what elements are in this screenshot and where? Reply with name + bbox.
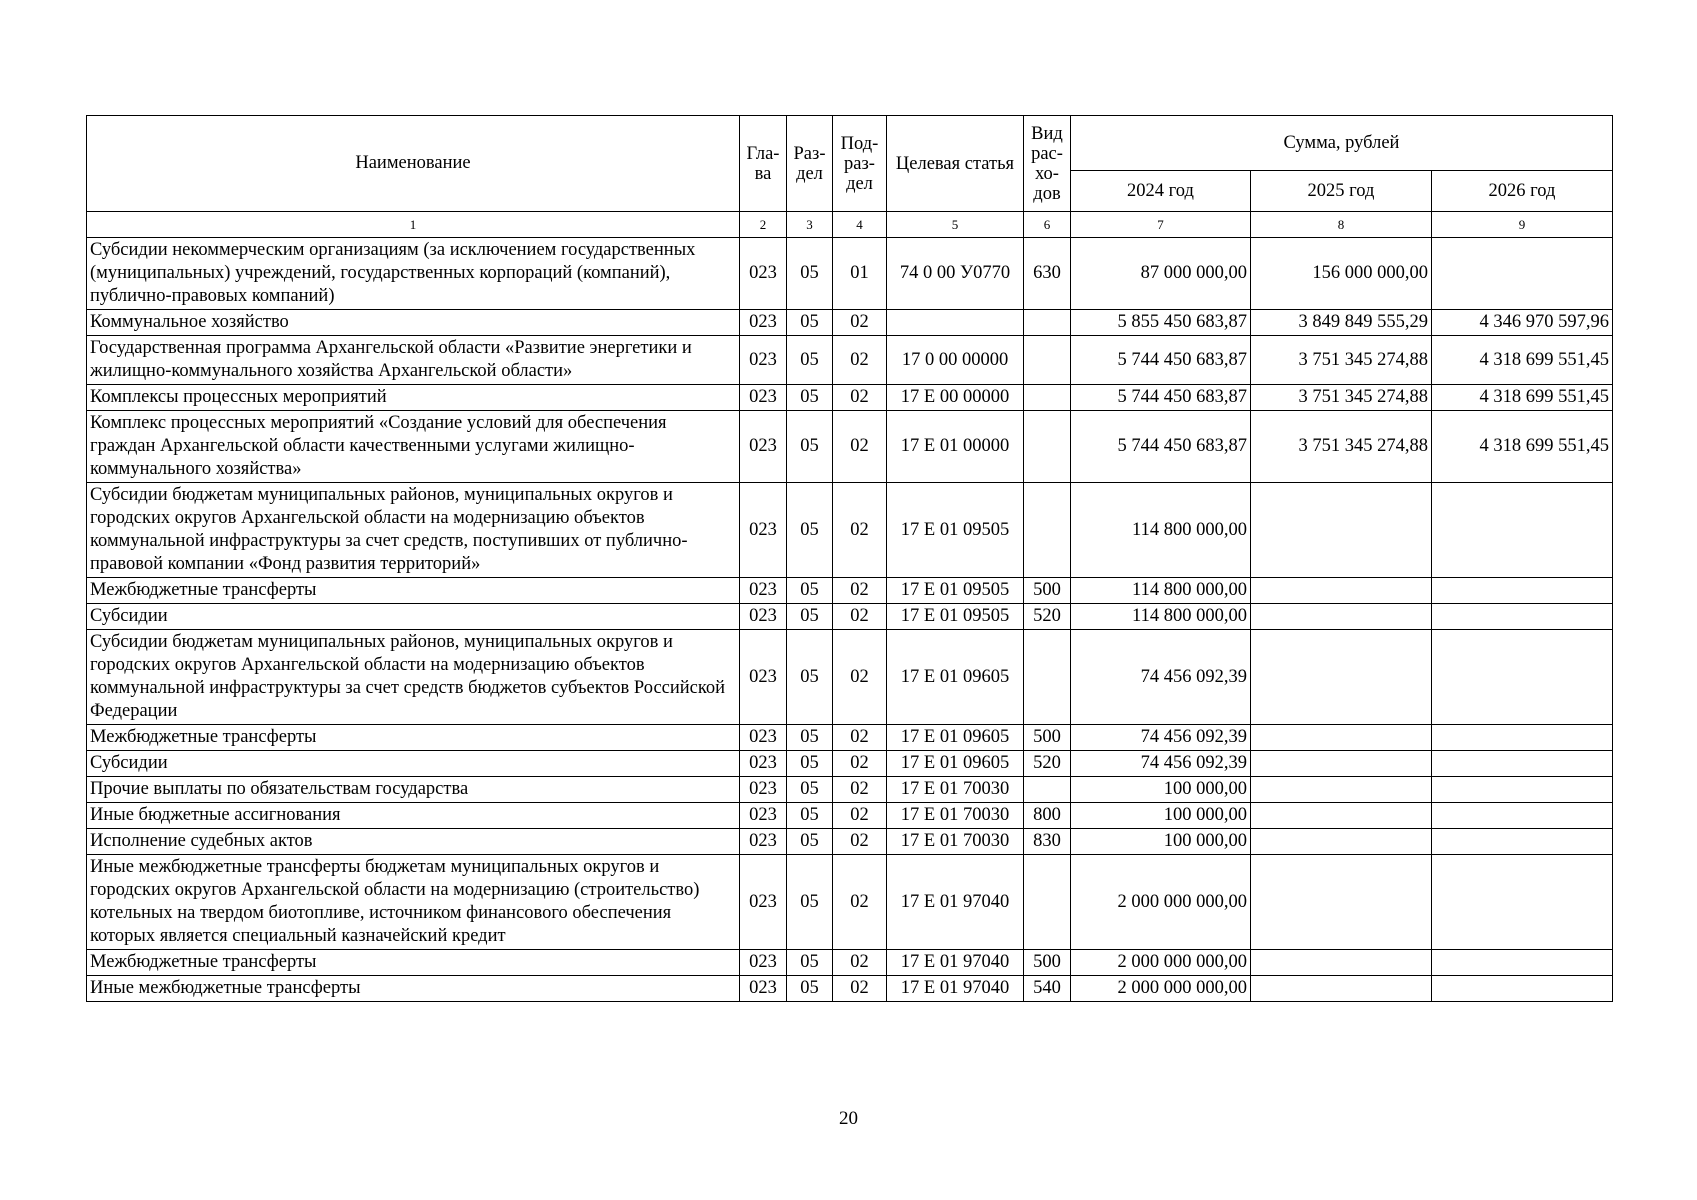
- table-row: [87, 855, 1613, 950]
- row-podrazdel: 02: [833, 777, 887, 803]
- row-razdel: 05: [787, 411, 833, 483]
- table-row: [87, 310, 1613, 336]
- column-number: 3: [787, 212, 833, 238]
- row-glava: 023: [740, 630, 787, 725]
- row-name: Исполнение судебных актов: [87, 829, 740, 855]
- row-razdel: 05: [787, 604, 833, 630]
- column-number: 9: [1432, 212, 1613, 238]
- row-podrazdel: 02: [833, 483, 887, 578]
- row-razdel: 05: [787, 385, 833, 411]
- table-row: [87, 630, 1613, 725]
- header-vid-rashodov: Вид рас-хо-дов: [1024, 116, 1071, 212]
- row-celevaya-statya: 17 0 00 00000: [887, 336, 1024, 385]
- table-row: [87, 803, 1613, 829]
- row-vid-rashodov: 500: [1024, 578, 1071, 604]
- table-row: [87, 751, 1613, 777]
- row-vid-rashodov: 830: [1024, 829, 1071, 855]
- row-podrazdel: 02: [833, 385, 887, 411]
- row-sum-2026: 4 346 970 597,96: [1432, 310, 1613, 336]
- header-podrazdel: Под-раз-дел: [833, 116, 887, 212]
- row-podrazdel: 02: [833, 578, 887, 604]
- row-glava: 023: [740, 777, 787, 803]
- row-sum-2024: 2 000 000 000,00: [1071, 976, 1251, 1002]
- row-sum-2026: [1432, 777, 1613, 803]
- row-name: Субсидии: [87, 751, 740, 777]
- header-celevaya-statya: Целевая статья: [887, 116, 1024, 212]
- row-razdel: 05: [787, 777, 833, 803]
- row-celevaya-statya: 17 Е 01 97040: [887, 950, 1024, 976]
- row-sum-2024: 74 456 092,39: [1071, 630, 1251, 725]
- row-name: Межбюджетные трансферты: [87, 725, 740, 751]
- row-sum-2026: [1432, 725, 1613, 751]
- header-year-2024: 2024 год: [1071, 171, 1251, 212]
- row-sum-2025: [1251, 630, 1432, 725]
- row-celevaya-statya: 17 Е 01 00000: [887, 411, 1024, 483]
- row-razdel: 05: [787, 725, 833, 751]
- row-glava: 023: [740, 803, 787, 829]
- row-razdel: 05: [787, 976, 833, 1002]
- row-sum-2024: 2 000 000 000,00: [1071, 950, 1251, 976]
- row-sum-2025: [1251, 483, 1432, 578]
- column-number: 5: [887, 212, 1024, 238]
- table-row: [87, 483, 1613, 578]
- row-vid-rashodov: 540: [1024, 976, 1071, 1002]
- row-celevaya-statya: 17 Е 01 09605: [887, 751, 1024, 777]
- row-sum-2025: 156 000 000,00: [1251, 238, 1432, 310]
- row-sum-2025: [1251, 725, 1432, 751]
- row-podrazdel: 02: [833, 751, 887, 777]
- row-razdel: 05: [787, 336, 833, 385]
- table-body: [87, 238, 1613, 1002]
- row-sum-2025: [1251, 604, 1432, 630]
- row-sum-2025: 3 751 345 274,88: [1251, 411, 1432, 483]
- row-sum-2024: 5 744 450 683,87: [1071, 385, 1251, 411]
- column-number: 4: [833, 212, 887, 238]
- row-glava: 023: [740, 336, 787, 385]
- header-razdel: Раз-дел: [787, 116, 833, 212]
- row-name: Субсидии бюджетам муниципальных районов, муниципальных округов и городских округов Архангельской области на модернизацию объектов коммунальной инфраструктуры за счет средств бюджетов субъектов Российской Федерации: [87, 630, 740, 725]
- row-razdel: 05: [787, 950, 833, 976]
- row-podrazdel: 02: [833, 976, 887, 1002]
- row-sum-2026: [1432, 238, 1613, 310]
- row-celevaya-statya: 17 Е 00 00000: [887, 385, 1024, 411]
- row-celevaya-statya: 74 0 00 У0770: [887, 238, 1024, 310]
- row-name: Иные бюджетные ассигнования: [87, 803, 740, 829]
- table-row: [87, 829, 1613, 855]
- table-row: [87, 238, 1613, 310]
- row-glava: 023: [740, 238, 787, 310]
- row-sum-2026: [1432, 829, 1613, 855]
- row-celevaya-statya: 17 Е 01 70030: [887, 803, 1024, 829]
- row-razdel: 05: [787, 578, 833, 604]
- row-podrazdel: 02: [833, 829, 887, 855]
- row-vid-rashodov: [1024, 777, 1071, 803]
- row-podrazdel: 02: [833, 411, 887, 483]
- header-row-top: [87, 116, 1613, 171]
- row-sum-2024: 114 800 000,00: [1071, 483, 1251, 578]
- row-celevaya-statya: 17 Е 01 09505: [887, 483, 1024, 578]
- table-row: [87, 578, 1613, 604]
- row-podrazdel: 02: [833, 630, 887, 725]
- row-razdel: 05: [787, 751, 833, 777]
- page-number: 20: [839, 1108, 858, 1129]
- row-sum-2026: 4 318 699 551,45: [1432, 385, 1613, 411]
- row-vid-rashodov: [1024, 385, 1071, 411]
- row-sum-2025: [1251, 976, 1432, 1002]
- row-celevaya-statya: 17 Е 01 70030: [887, 777, 1024, 803]
- row-celevaya-statya: 17 Е 01 09605: [887, 630, 1024, 725]
- row-sum-2024: 87 000 000,00: [1071, 238, 1251, 310]
- row-sum-2026: [1432, 630, 1613, 725]
- row-name: Прочие выплаты по обязательствам государства: [87, 777, 740, 803]
- row-name: Иные межбюджетные трансферты бюджетам муниципальных округов и городских округов Архангельской области на модернизацию (строительство) котельных на твердом биотопливе, источником финансового обеспечения которых является специальный казначейский кредит: [87, 855, 740, 950]
- row-sum-2024: 100 000,00: [1071, 777, 1251, 803]
- row-razdel: 05: [787, 829, 833, 855]
- row-podrazdel: 02: [833, 855, 887, 950]
- row-name: Межбюджетные трансферты: [87, 950, 740, 976]
- row-name: Субсидии бюджетам муниципальных районов, муниципальных округов и городских округов Архангельской области на модернизацию объектов коммунальной инфраструктуры за счет средств, поступивших от публично-правовой компании «Фонд развития территорий»: [87, 483, 740, 578]
- row-sum-2026: [1432, 950, 1613, 976]
- row-podrazdel: 02: [833, 950, 887, 976]
- row-sum-2025: [1251, 855, 1432, 950]
- table-row: [87, 411, 1613, 483]
- row-sum-2026: [1432, 803, 1613, 829]
- table-row: [87, 604, 1613, 630]
- row-glava: 023: [740, 855, 787, 950]
- column-number: 8: [1251, 212, 1432, 238]
- row-sum-2024: 2 000 000 000,00: [1071, 855, 1251, 950]
- row-name: Коммунальное хозяйство: [87, 310, 740, 336]
- row-sum-2024: 100 000,00: [1071, 803, 1251, 829]
- row-vid-rashodov: [1024, 336, 1071, 385]
- row-vid-rashodov: [1024, 310, 1071, 336]
- row-sum-2024: 5 744 450 683,87: [1071, 336, 1251, 385]
- row-vid-rashodov: 520: [1024, 604, 1071, 630]
- row-sum-2024: 114 800 000,00: [1071, 578, 1251, 604]
- header-year-2025: 2025 год: [1251, 171, 1432, 212]
- row-glava: 023: [740, 578, 787, 604]
- row-sum-2026: 4 318 699 551,45: [1432, 336, 1613, 385]
- row-sum-2024: 74 456 092,39: [1071, 751, 1251, 777]
- row-celevaya-statya: 17 Е 01 09505: [887, 578, 1024, 604]
- row-celevaya-statya: 17 Е 01 97040: [887, 855, 1024, 950]
- row-podrazdel: 02: [833, 803, 887, 829]
- row-sum-2025: [1251, 829, 1432, 855]
- row-celevaya-statya: 17 Е 01 70030: [887, 829, 1024, 855]
- table-row: [87, 336, 1613, 385]
- row-glava: 023: [740, 411, 787, 483]
- row-glava: 023: [740, 483, 787, 578]
- row-celevaya-statya: [887, 310, 1024, 336]
- row-podrazdel: 02: [833, 310, 887, 336]
- row-sum-2025: 3 751 345 274,88: [1251, 385, 1432, 411]
- row-glava: 023: [740, 751, 787, 777]
- row-name: Межбюджетные трансферты: [87, 578, 740, 604]
- row-sum-2025: [1251, 578, 1432, 604]
- row-sum-2026: [1432, 483, 1613, 578]
- row-sum-2024: 100 000,00: [1071, 829, 1251, 855]
- row-razdel: 05: [787, 483, 833, 578]
- row-name: Субсидии некоммерческим организациям (за исключением государственных (муниципальных) учреждений, государственных корпораций (компаний), публично-правовых компаний): [87, 238, 740, 310]
- row-vid-rashodov: 800: [1024, 803, 1071, 829]
- row-podrazdel: 02: [833, 725, 887, 751]
- table-row: [87, 777, 1613, 803]
- row-razdel: 05: [787, 855, 833, 950]
- row-vid-rashodov: [1024, 630, 1071, 725]
- row-sum-2025: [1251, 777, 1432, 803]
- column-number: 6: [1024, 212, 1071, 238]
- row-sum-2026: [1432, 604, 1613, 630]
- row-vid-rashodov: 520: [1024, 751, 1071, 777]
- row-sum-2025: [1251, 751, 1432, 777]
- table-row: [87, 976, 1613, 1002]
- row-sum-2025: 3 751 345 274,88: [1251, 336, 1432, 385]
- row-glava: 023: [740, 310, 787, 336]
- header-year-2026: 2026 год: [1432, 171, 1613, 212]
- column-number: 7: [1071, 212, 1251, 238]
- row-razdel: 05: [787, 238, 833, 310]
- row-name: Комплекс процессных мероприятий «Создание условий для обеспечения граждан Архангельской области качественными услугами жилищно-коммунального хозяйства»: [87, 411, 740, 483]
- budget-table: [86, 115, 1613, 1002]
- row-sum-2025: 3 849 849 555,29: [1251, 310, 1432, 336]
- row-razdel: 05: [787, 803, 833, 829]
- row-podrazdel: 01: [833, 238, 887, 310]
- row-glava: 023: [740, 725, 787, 751]
- row-name: Субсидии: [87, 604, 740, 630]
- row-podrazdel: 02: [833, 604, 887, 630]
- row-sum-2026: 4 318 699 551,45: [1432, 411, 1613, 483]
- row-podrazdel: 02: [833, 336, 887, 385]
- row-glava: 023: [740, 385, 787, 411]
- row-sum-2024: 5 744 450 683,87: [1071, 411, 1251, 483]
- row-razdel: 05: [787, 630, 833, 725]
- header-glava: Гла-ва: [740, 116, 787, 212]
- row-razdel: 05: [787, 310, 833, 336]
- row-glava: 023: [740, 950, 787, 976]
- row-sum-2024: 5 855 450 683,87: [1071, 310, 1251, 336]
- header-name: Наименование: [87, 116, 740, 212]
- row-vid-rashodov: [1024, 855, 1071, 950]
- row-celevaya-statya: 17 Е 01 09605: [887, 725, 1024, 751]
- row-vid-rashodov: 630: [1024, 238, 1071, 310]
- row-vid-rashodov: [1024, 483, 1071, 578]
- row-glava: 023: [740, 604, 787, 630]
- row-vid-rashodov: [1024, 411, 1071, 483]
- row-glava: 023: [740, 976, 787, 1002]
- row-sum-2026: [1432, 578, 1613, 604]
- table-row: [87, 725, 1613, 751]
- row-sum-2026: [1432, 976, 1613, 1002]
- row-sum-2026: [1432, 855, 1613, 950]
- row-glava: 023: [740, 829, 787, 855]
- row-celevaya-statya: 17 Е 01 97040: [887, 976, 1024, 1002]
- row-sum-2025: [1251, 950, 1432, 976]
- row-vid-rashodov: 500: [1024, 725, 1071, 751]
- column-number: 2: [740, 212, 787, 238]
- row-sum-2025: [1251, 803, 1432, 829]
- row-name: Комплексы процессных мероприятий: [87, 385, 740, 411]
- row-name: Иные межбюджетные трансферты: [87, 976, 740, 1002]
- row-vid-rashodov: 500: [1024, 950, 1071, 976]
- header-summa: Сумма, рублей: [1071, 116, 1613, 171]
- row-celevaya-statya: 17 Е 01 09505: [887, 604, 1024, 630]
- row-sum-2026: [1432, 751, 1613, 777]
- table-row: [87, 950, 1613, 976]
- table-row: [87, 385, 1613, 411]
- row-name: Государственная программа Архангельской области «Развитие энергетики и жилищно-коммунального хозяйства Архангельской области»: [87, 336, 740, 385]
- column-number: 1: [87, 212, 740, 238]
- row-sum-2024: 114 800 000,00: [1071, 604, 1251, 630]
- row-sum-2024: 74 456 092,39: [1071, 725, 1251, 751]
- column-number-row: [87, 212, 1613, 238]
